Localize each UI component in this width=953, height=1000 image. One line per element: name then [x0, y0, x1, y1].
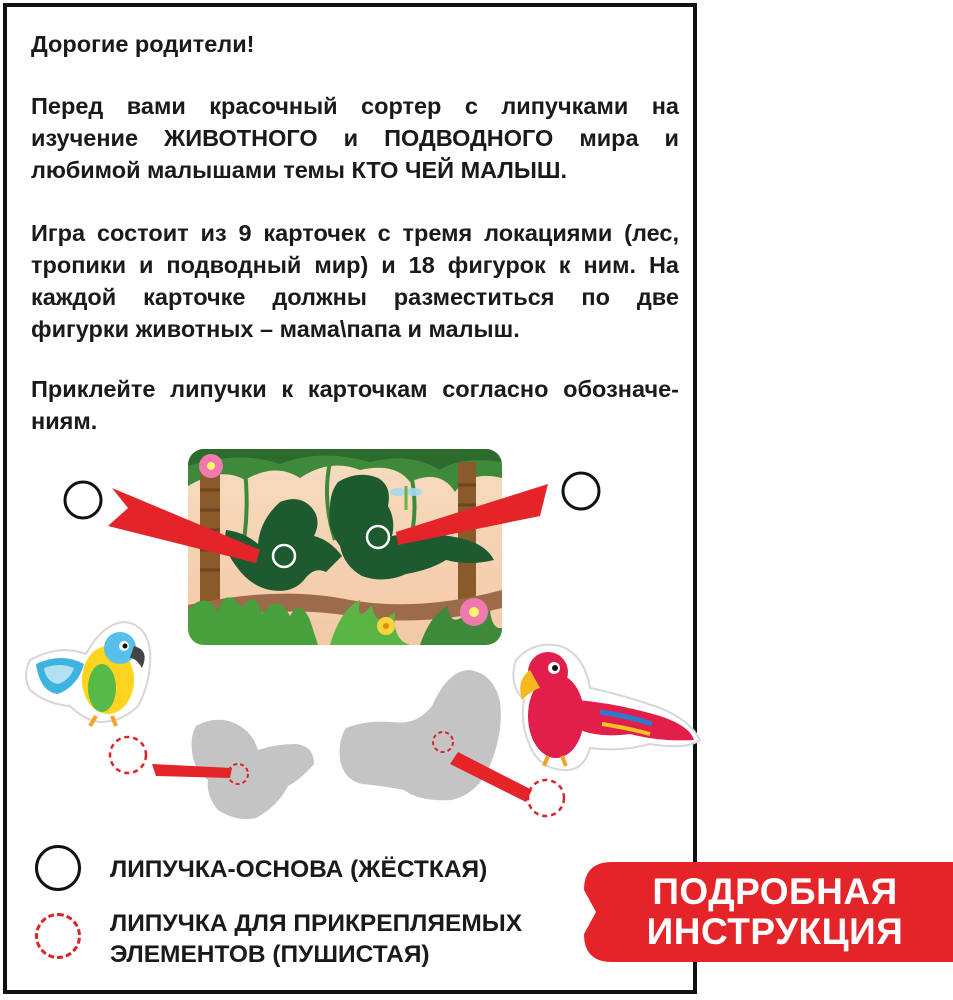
- paragraph-glue-instruction: Приклейте липучки к карточкам согласно обозначе-ниям.: [31, 376, 679, 434]
- hard-velcro-left: [65, 482, 101, 518]
- badge-line2: ИНСТРУКЦИЯ: [646, 911, 904, 952]
- legend-soft-velcro: [110, 908, 580, 970]
- badge-line1: ПОДРОБНАЯ: [652, 871, 898, 912]
- small-parrot-sticker: [26, 622, 150, 726]
- large-parrot-sticker: [513, 645, 700, 770]
- hard-velcro-legend-icon: [35, 845, 81, 891]
- hard-velcro-right: [563, 473, 599, 509]
- soft-velcro-small-parrot: [110, 737, 146, 773]
- detailed-instruction-label[interactable]: [610, 872, 940, 952]
- soft-velcro-large-parrot: [528, 780, 564, 816]
- legend-hard-velcro: ЛИПУЧКА-ОСНОВА (ЖЁСТКАЯ): [110, 856, 488, 883]
- paragraph-intro: Перед вами красочный сортер с липучками на изучение ЖИВОТНОГО и ПОДВОДНОГО мира и любимой малышами темы КТО ЧЕЙ МАЛЫШ.: [31, 93, 679, 183]
- paragraph-game-description: Игра состоит из 9 карточек с тремя локациями (лес, тропики и подводный мир) и 18 фигурок к ним. На каждой карточке должны разместиться по две фигурки животных – мама\папа и малыш.: [31, 220, 679, 342]
- legend-soft-line2: ЭЛЕМЕНТОВ (ПУШИСТАЯ): [110, 941, 430, 968]
- figure-back-large: [340, 670, 501, 800]
- soft-velcro-legend-icon: [35, 913, 81, 959]
- greeting: Дорогие родители!: [31, 31, 255, 57]
- legend-soft-line1: ЛИПУЧКА ДЛЯ ПРИКРЕПЛЯЕМЫХ: [110, 910, 523, 937]
